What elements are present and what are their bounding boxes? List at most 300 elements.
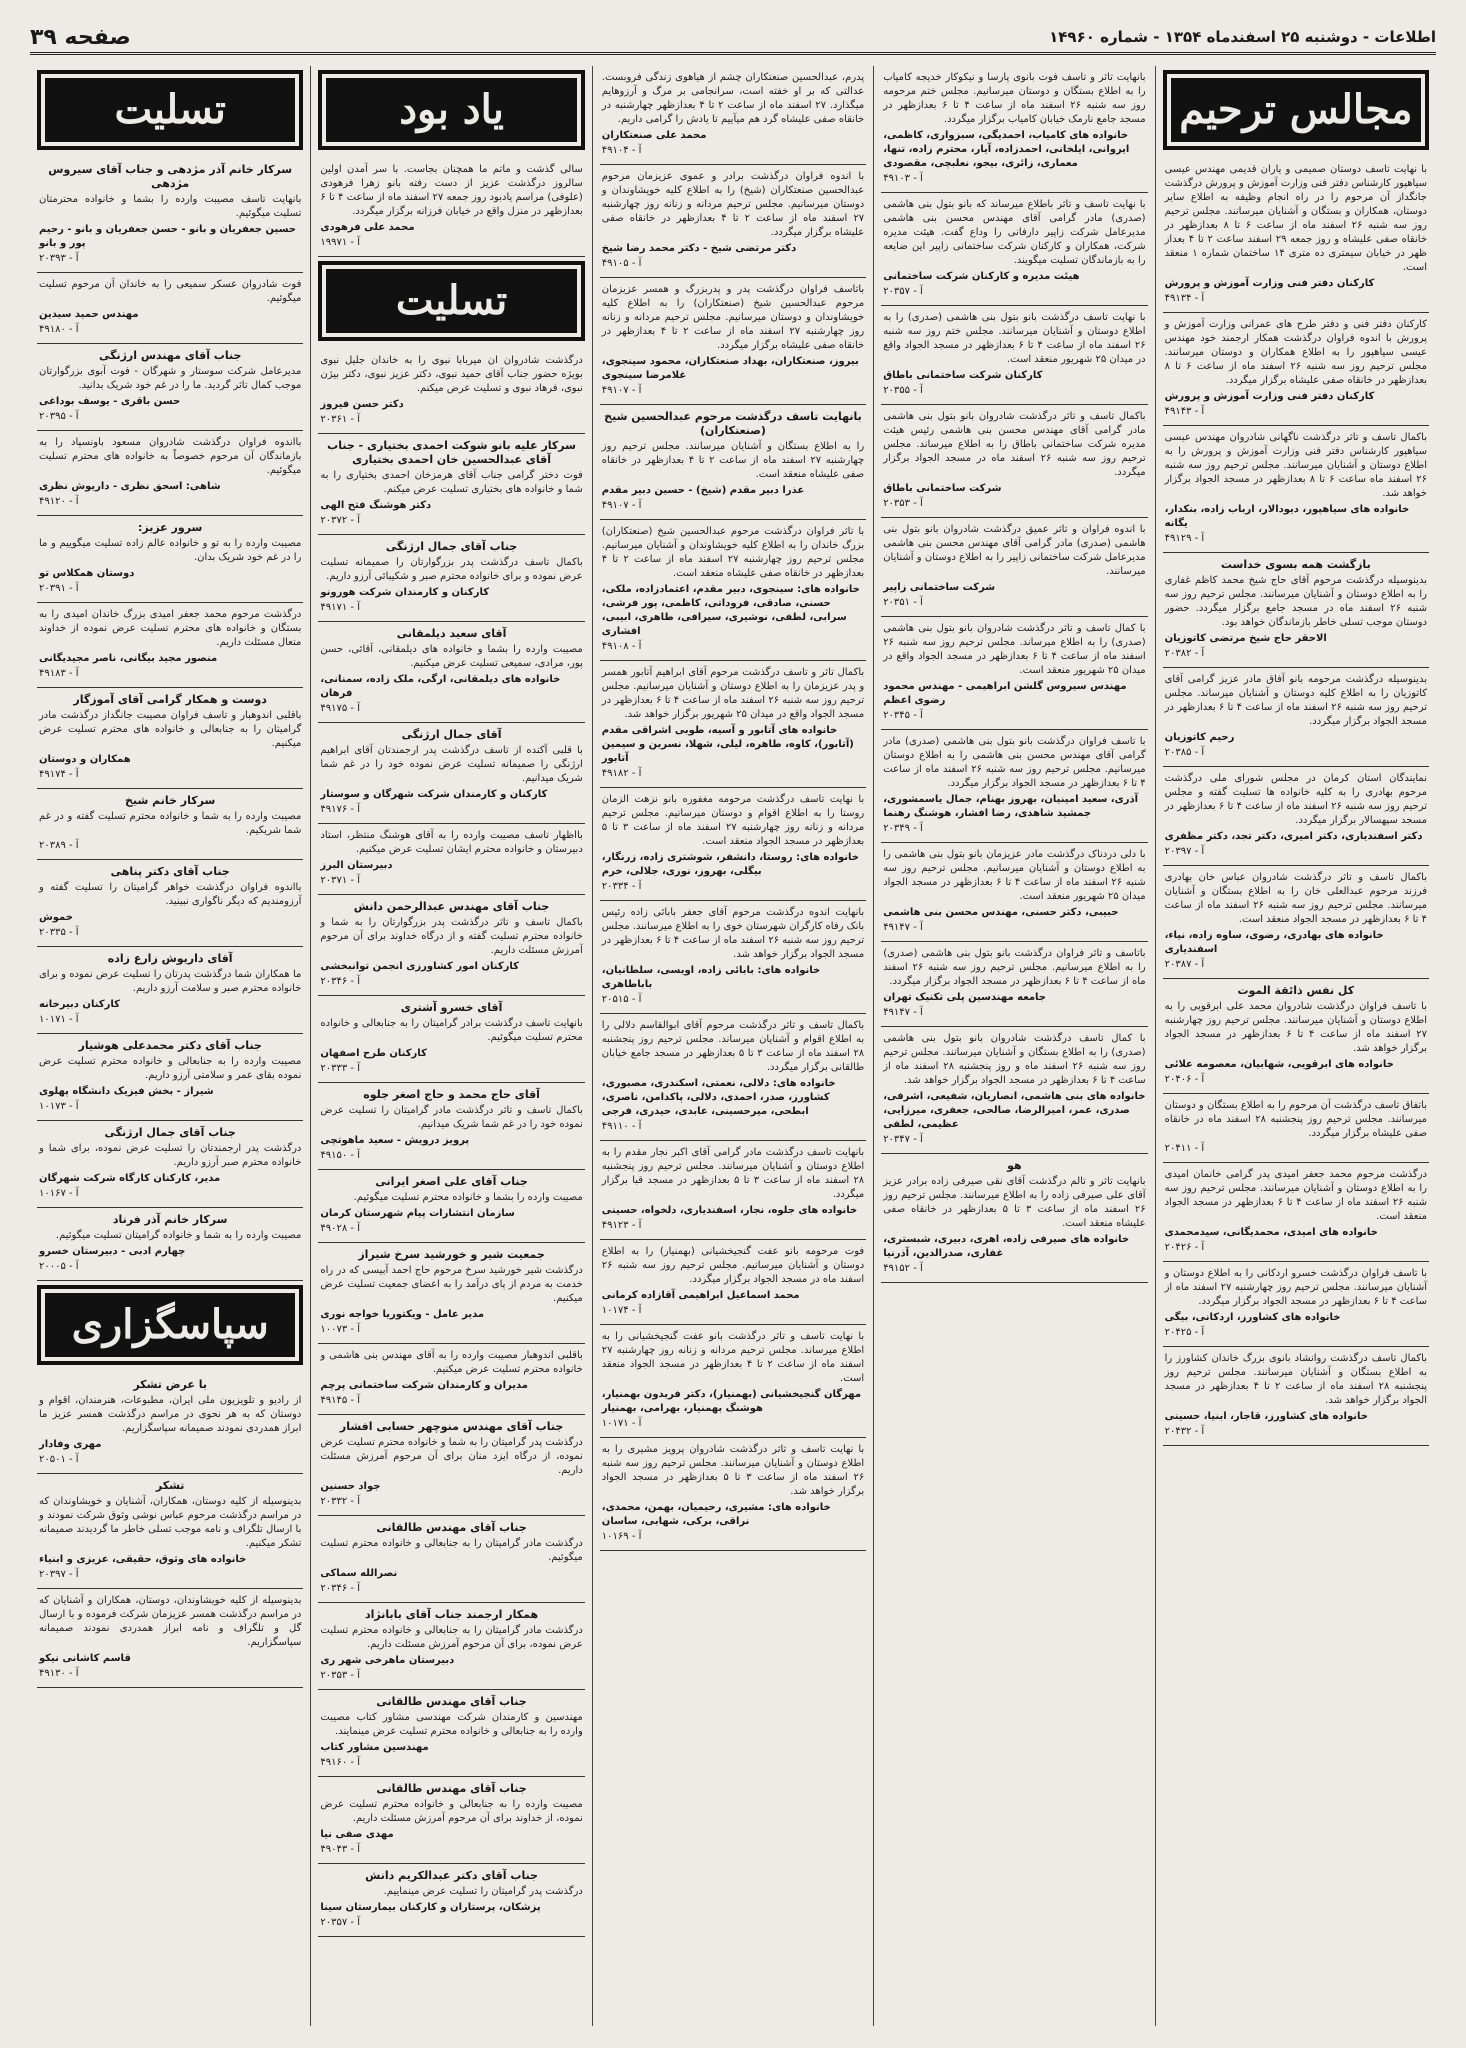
notice [881,730,1147,843]
notice-signature: مدیران و کارمندان شرکت ساختمانی پرچم [320,1380,528,1391]
section-banner-title: مجالس ترحیم [1171,78,1421,142]
notice-body: باکمال تاسف و تاثر درگذشت شادروان عباس خان بهادری فرزند مرحوم عبدالعلی خان را به اطلاع بستگان و آشنایان میرسانند. مجلس ترحیم روز سه شنبه ۲۶ اسفند ماه از ساعت ۴ تا ۶ بعدازظهر در مسجد الجواد منعقد است. [1164,872,1427,925]
notice-signature: محمد علی فرهودی [320,222,415,233]
notice [881,193,1147,306]
notice-code: ۴۹۱۰۸ - آ [601,641,642,652]
notice-code: ۴۹۱۴۷ - آ [883,922,923,933]
notice-code: ۴۹۱۲۰ - آ [38,496,79,507]
notice [1163,1347,1429,1446]
notice [318,1083,584,1170]
notice-heading: آقای حاج محمد و حاج اصغر جلوه [363,1088,540,1101]
notice-heading: هو [1007,1159,1022,1172]
notice-code: ۴۹۱۸۲ - آ [601,768,642,779]
notice [37,1034,303,1121]
notice-body: پدرم، عبدالحسین صنعتکاران چشم از هیاهوی زندگی فروبست. عدالتی که بر او خفته است، سرانجامی بر مرگ و آرزوهایم میگذارد. ۲۷ اسفند ماه از ساعت ۲ تا ۴ بعدازظهر چهارشنبه در خانقاه صفی علیشاه گرد هم میآییم تا یادش را گرامی داریم. [601,72,865,125]
notice-body: فوت شادروان عسکر سمیعی را به خاندان آن مرحوم تسلیت میگوئیم. [38,279,302,304]
notice-code: ۲۰۳۹۳ - آ [38,253,79,264]
notice-signature: مهری وفادار [38,1439,102,1450]
notice [1163,767,1429,866]
notice [600,661,866,788]
notice [318,1690,584,1777]
notice-signature: خانواده های: بابائی زاده، اویسی، سلطانیان، باباطاهری [601,965,821,990]
notice-heading: تشکر [155,1479,185,1492]
notice [37,273,303,344]
notice-code: ۱۰۱۷۳ - آ [38,1101,79,1112]
notice-body: درگذشت مادر گرامیتان را به جنابعالی و خانواده محترم تسلیت میگوئیم. [320,1538,583,1563]
notice [318,824,584,895]
notice [37,516,303,603]
notice [318,895,584,996]
notice-body: مصیبت وارده را بشما و خانواده محترم تسلیت میگوئیم. [353,1192,583,1203]
notice-signature: خانواده های: سینجوی، دبیر مقدم، اعتمادزاده، ملکی، حسنی، صادقی، فروداتی، کاظمی، پور فرشی، سرابی، لطفی، نوشیری، سیرافی، طاهری، ابیبی، افشاری [601,584,860,637]
notice-body: با تاثر فراوان درگذشت مرحوم عبدالحسین شیخ (صنعتکاران) بزرگ خاندان را به اطلاع کلیه خویشاوندان و آشنایان میرسانیم. مجلس ترحیم روز چهارشنبه ۲۷ اسفند ماه از ساعت ۲ تا ۴ بعدازظهر در خانقاه صفی علیشاه منعقد است. [601,526,865,579]
notice-code: ۲۰۳۴۶ - آ [320,1583,360,1594]
notice-code: ۲۰۳۴۷ - آ [883,1134,923,1145]
notice-body: بدینوسیله از کلیه دوستان، همکاران، آشنایان و خویشاوندان که در مراسم درگذشت مرحوم عباس نوشی وثوق شرکت نمودند و با ارسال تلگراف و نامه موجب تسلی خاطر ما گردیدند صمیمانه تشکر میکنیم. [38,1496,302,1549]
section-banner-title: تسلیت [326,269,576,333]
notice-body: مصیبت وارده را به جنابعالی و خانواده محترم تسلیت عرض نموده، از خداوند برای آن مرحوم آمرزش مسئلت داریم. [320,1799,583,1824]
notice-code: ۲۰۳۴۹ - آ [883,823,923,834]
notice-body: باقلبی اندوهبار مصیبت وارده را به آقای مهندس بنی هاشمی و خانواده محترم تسلیت عرض میکنیم. [320,1350,583,1375]
notice-signature: مهندس حمید سیدین [38,309,139,320]
notice [881,66,1147,193]
notice [881,405,1147,518]
notice-body: مصیبت وارده را به تو و خانواده عالم زاده تسلیت میگوییم و ما را در غم خود شریک بدان. [38,538,302,563]
notice [318,1864,584,1937]
notice [318,1243,584,1344]
column-3 [592,66,873,2026]
notice [600,901,866,1014]
notice-code: ۲۰۳۵۵ - آ [883,385,923,396]
notice [37,344,303,431]
notice-body: با نهایت تاسف و تاثر باطلاع میرساند که بانو بتول بنی هاشمی (صدری) مادر گرامی آقای مهندس محسن بنی هاشمی مدیرعامل شرکت زاپیر دارفانی را وداع گفت. هیئت مدیره شرکت، همکاران و کارکنان شرکت ساختمانی زاپیر این ضایعه را به بازماندگان تسلیت میگویند. [883,199,1146,266]
notice-heading: جناب آقای مهندس طالقانی [376,1782,527,1795]
notice-body: با کمال تاسف و تاثر درگذشت شادروان بانو بتول بنی هاشمی (صدری) را به اطلاع میرساند. مجلس ترحیم روز سه شنبه ۲۶ اسفند ماه از ساعت ۴ تا ۶ بعدازظهر در مسجد الجواد واقع در میدان ۲۵ شهریور منعقد است. [883,623,1146,676]
notice-signature: محمد علی صنعتکاران [601,130,707,141]
notice-heading: سرکار خانم آذر مژدهی و جناب آقای سیروس مژدهی [48,163,293,190]
notice [600,278,866,405]
notice-heading: سرکار خانم شیخ [125,794,216,807]
notice [318,434,584,535]
notice-signature: کارکنان و کارمندان شرکت شهرگان و سوستار [320,789,548,800]
notice-heading: جناب آقای مهندس ارژنگی [98,349,242,362]
notice-code: ۴۹۱۴۵ - آ [320,1395,360,1406]
notice-body: باکمال تاسف و تاثر درگذشت ناگهانی شادروان مهندس عیسی سیاهپور کارشناس دفتر فنی وزارت آموزش و پرورش را به اطلاع دوستان و آشنایان میرسانند. مجلس ترحیم روز سه شنبه ۲۶ اسفند ماه ساعت ۶ تا ۸ بعدازظهر در مسجد الجواد برگزار خواهد شد. [1164,432,1427,499]
notice-body: باتاسف و تاثر فراوان درگذشت بانو بتول بنی هاشمی (صدری) را به اطلاع میرسانیم. مجلس ترحیم روز سه شنبه ۲۶ اسفند ماه از ساعت ۴ تا ۶ بعدازظهر در مسجد الجواد برگزار میگردد. [883,948,1146,987]
notice-code: ۴۹۰۴۳ - آ [320,1844,360,1855]
notice-signature: هیئت مدیره و کارکنان شرکت ساختمانی [883,271,1080,282]
notice-body: باقلبی اندوهبار و تاسف فراوان مصیبت جانگداز درگذشت مادر گرامیتان را به جنابعالی و خانواده های محترم تسلیت عرض میکنیم. [38,710,302,749]
notice [318,723,584,824]
section-banner-title: تسلیت [45,78,295,142]
notice-code: ۴۹۱۷۵ - آ [320,703,360,714]
notice-heading: همکار ارجمند جناب آقای بابانژاد [365,1608,539,1621]
notice-signature: شاهی: اسحق نظری - داریوش نظری [38,481,221,492]
notice [600,788,866,901]
notice-body: مصیبت وارده را به شما و خانواده گرامیتان تسلیت میگوئیم. [55,1230,302,1241]
notice-code: ۲۰۳۵۳ - آ [320,1670,360,1681]
notice-body: نمایندگان استان کرمان در مجلس شورای ملی درگذشت مرحوم بهادری را به کلیه خانواده ها تسلیت گفته و مجلس ترحیم روز سه شنبه ۲۶ اسفند ماه از ساعت ۴ تا ۶ بعدازظهر در مسجد سپهسالار برگزار میگردد. [1164,773,1427,826]
notice-body: بانهایت تاسف مصیبت وارده را بشما و خانواده محترمتان تسلیت میگوئیم. [38,194,302,219]
notice-code: ۲۰۳۸۹ - آ [38,840,79,851]
notice [318,622,584,723]
notice-heading: جناب آقای جمال ارژنگی [385,540,518,553]
notice-code: ۱۰۱۷۴ - آ [601,1305,642,1316]
notice-code: ۲۰۳۳۳ - آ [320,1063,360,1074]
notice [1163,1094,1429,1163]
notice-heading: آقای سعید دیلمقانی [396,627,507,640]
notice [37,431,303,516]
notice-code: ۴۹۱۰۷ - آ [601,500,642,511]
notice-code: ۲۰۳۹۵ - آ [38,411,79,422]
notice-code: ۱۰۱۶۷ - آ [38,1188,79,1199]
notice-signature: خانواده های: مشیری، رحیمیان، بهمن، محمدی، نراقی، برکی، شهابی، ساسان [601,1502,831,1527]
notice-code: ۴۹۱۷۴ - آ [38,769,79,780]
notice [1163,1163,1429,1262]
notice [600,405,866,520]
notice [37,688,303,789]
notice [37,1474,303,1589]
notice-body: ما همکاران شما درگذشت پدرتان را تسلیت عرض نموده و برای خانواده محترم صبر و سلامت آرزو داریم. [38,969,302,994]
notice [318,1344,584,1415]
notice-body: با نهایت تاسف و تاثر درگذشت بانو عفت گنجیخشیانی را به اطلاع میرساند. مجلس ترحیم مردانه و زنانه روز چهارشنبه ۲۷ اسفند ماه از ساعت ۲ تا ۴ بعدازظهر در مسجد الجواد منعقد است. [601,1331,865,1384]
notice-signature: خانواده های ابرقویی، شهابیان، معصومه علائی [1164,1059,1394,1070]
notice-signature: آذری، سعید امینیان، بهروز بهنام، جمال یاسمشوری، جمشید شاهدی، رضا افشار، هوشنگ رهنما [883,794,1139,819]
column-1 [1155,66,1436,2026]
notice-signature: خانواده های صیرفی زاده، اهری، دبیری، شبستری، غفاری، صدرالدین، آذرنیا [883,1234,1130,1259]
notice-body: با نهایت تاسف و تاثر درگذشت شادروان پرویز مشیری را به اطلاع دوستان و آشنایان میرسانند. مجلس ترحیم روز سه شنبه ۲۶ اسفند ماه از ساعت ۳ تا ۵ بعدازظهر در مسجد الجواد برگزار خواهد شد. [601,1444,865,1497]
notice-code: ۴۹۱۴۳ - آ [1164,406,1205,417]
notice-body: با نهایت تاسف درگذشت مرحومه مغفوره بانو نزهت الزمان روستا را به اطلاع اقوام و دوستان میرسانیم. مجلس ترحیم مردانه و زنانه روز چهارشنبه ۲۷ اسفند ماه از ساعت ۳ تا ۵ بعدازظهر در مسجد الجواد منعقد است. [601,794,865,847]
notice-signature: منصور مجید بیگانی، ناصر مجیدیگانی [38,653,218,664]
notice [37,1373,303,1474]
notice-signature: دکتر حسن فیروز [320,399,404,410]
notice-code: ۴۹۱۰۳ - آ [883,173,923,184]
notice-signature: خانواده های بنی هاشمی، انصاریان، شفیعی، اشرفی، صدری، عمر، امیرالرضا، صالحی، جعفری، میرزایی، عظیمی، لطفی [883,1091,1146,1130]
notice-signature: دکتر هوشنگ فتح الهی [320,500,432,511]
notice-body: درگذشت مرحوم محمد جعفر امیدی بزرگ خاندان امیدی را به بستگان و خانواده های محترم تسلیت عرض نموده از خداوند متعال مسئلت داریم. [38,609,302,648]
notice-code: ۲۰۳۹۷ - آ [1164,846,1205,857]
notice-body: باکمال تاسف درگذشت روانشاد بانوی بزرگ خاندان کشاورز را به اطلاع بستگان و آشنایان میرسانند. مجلس ترحیم روز پنجشنبه ۲۸ اسفند ماه از ساعت ۲ تا ۴ بعدازظهر در مسجد الجواد برگزار خواهد شد. [1164,1353,1427,1406]
notice-signature: جامعه مهندسین پلی تکنیک تهران [883,992,1047,1003]
notice-code: ۲۰۳۸۷ - آ [1164,959,1205,970]
notice-signature: دکتر مرتضی شیخ - دکتر محمد رضا شیخ [601,243,797,254]
notice-body: مهندسین و کارمندان شرکت مهندسی مشاور کتاب مصیبت وارده را به جنابعالی و خانواده محترم تسلیت عرض مینمایند. [320,1712,583,1737]
notice [881,1027,1147,1154]
notice [1163,979,1429,1094]
notice-signature: خانواده های: دلالی، نعمتی، اسکندری، مصبوری، کشاورز، صدر، احمدی، دلالی، پاکدامن، ناصری، ابطحی، میرحسینی، عابدی، حیدری، فرجی [601,1078,836,1117]
notice-signature: خانواده های: روستا، دانشفر، شوشتری زاده، زرنگار، بیگلی، بهروز، نوری، جلالی، خرم [601,852,859,877]
notice-signature: خانواده های جلوه، نجار، اسفندیاری، دلخواه، حسینی [601,1205,858,1216]
notice-signature: سازمان انتشارات پیام شهرستان کرمان [320,1208,515,1219]
notice [600,520,866,661]
notice-body: بانهایت تاسف درگذشت برادر گرامیتان را به جنابعالی و خانواده محترم تسلیت میگوئیم. [320,1018,583,1043]
notice-heading: سرکار خانم آذر فرناد [112,1213,228,1226]
columns-container [30,66,1436,2026]
notice-signature: قاسم کاشانی نیکو [38,1653,131,1664]
notice-body: فوت دختر گرامی جناب آقای هرمزخان احمدی بختیاری را به شما و خانواده های بختیاری تسلیت عرض میکنم. [320,470,583,495]
notice [1163,313,1429,426]
notice-code: ۲۰۳۹۱ - آ [38,583,79,594]
notice-signature: مدیر، کارکنان کارگاه شرکت شهرگان [38,1173,221,1184]
notice-code: ۲۰۳۹۷ - آ [38,1569,79,1580]
notice-heading: آقای جمال ارژنگی [401,728,502,741]
notice-code: ۲۰۳۷۲ - آ [320,515,360,526]
notice-code: ۲۰۳۵۷ - آ [320,1917,360,1928]
notice-body: مدیرعامل شرکت سوستار و شهرگان - فوت آبوی بزرگوارتان موجب کمال تاثر گردید. ما را در غم خود شریک بدانید. [38,366,302,391]
notice-signature: الاحقر حاج شیخ مرتضی کاتوزیان [1164,633,1327,644]
notice-code: ۴۹۱۶۰ - آ [320,1757,360,1768]
notice-body: بااظهار تاسف مصیبت وارده را به آقای هوشنگ منتظر، استاد دبیرستان و خانواده محترم ایشان تسلیت عرض میکنیم. [320,830,583,855]
notice-code: ۲۰۳۵۳ - آ [883,498,923,509]
notice-code: ۱۰۱۶۹ - آ [601,1531,642,1542]
notice-signature: کارکنان امور کشاورزی انجمن توانبخشی [320,961,519,972]
notice-body: بانهایت اندوه درگذشت مرحوم آقای جعفر بابائی زاده رئیس بانک رفاه کارگران شهرستان خوی را به اطلاع میرسانند. مجلس ترحیم روز سه شنبه ۲۶ اسفند ماه از ساعت ۴ تا ۶ بعدازظهر در مسجد الجواد برگزار خواهد شد. [601,907,865,960]
masthead [30,22,1436,55]
page-number: صفحه ۳۹ [30,24,131,50]
notice-body: مصیبت وارده را بشما و خانواده های دیلمقانی، آقائی، حسن پور، مرادی، سمیعی تسلیت عرض میکنیم. [320,644,583,669]
notice [881,518,1147,617]
notice [600,1325,866,1438]
notice-heading: جناب آقای مهندس منوچهر حسابی افشار [339,1420,564,1433]
notice-body: بدینوسیله درگذشت مرحوم آقای حاج شیخ محمد کاظم غفاری را به اطلاع دوستان و آشنایان میرسانند. مجلس ترحیم روز سه شنبه ۲۶ اسفند ماه در مسجد جامع برگزار میگردد. حضور دوستان موجب تسلی خاطر بازماندگان خواهد بود. [1164,575,1427,628]
notice-signature: خانواده های وثوق، حقیقی، عزیزی و ابنیاء [38,1554,247,1565]
notice [1163,553,1429,668]
notice-heading: دوست و همکار گرامی آقای آموزگار [73,693,267,706]
notice [318,1170,584,1243]
column-5 [30,66,310,2026]
notice-code: ۲۰۳۶۱ - آ [320,414,360,425]
notice-body: بانهایت تاثر و تاسف فوت بانوی پارسا و نیکوکار خدیجه کامیاب را به اطلاع بستگان و دوستان میرسانیم. مجلس ختم مرحومه روز سه شنبه ۲۶ اسفند ماه از ساعت ۴ تا ۶ بعدازظهر در مسجد جامع نارمک خیابان کامیاب برگزار میگردد. [883,72,1146,125]
notice-body: باکمال تاسف درگذشت پدر بزرگوارتان را صمیمانه تسلیت عرض نموده و برای خانواده محترم صبر و شکیبائی آرزو داریم. [320,557,583,582]
notice-signature: کارکنان طرح اصفهان [320,1048,427,1059]
notice-body: باتاسف فراوان درگذشت پدر و پدربزرگ و همسر عزیزمان مرحوم عبدالحسین شیخ (صنعتکاران) را به اطلاع کلیه خویشاوندان و دوستان میرسانیم. مجلس ترحیم مردانه و زنانه روز چهارشنبه ۲۷ اسفند ماه از ساعت ۲ تا ۴ بعدازظهر در خانقاه صفی علیشاه برگزار میگردد. [601,284,865,351]
notice-body: با تاسف فراوان درگذشت خسرو اردکانی را به اطلاع دوستان و آشنایان میرسانند. مجلس ترحیم روز چهارشنبه ۲۷ اسفند ماه از ساعت ۴ تا ۶ بعدازظهر در مسجد الجواد برگزار میگردد. [1164,1268,1427,1307]
notice-body: بدینوسیله از کلیه خویشاوندان، دوستان، همکاران و آشنایان که در مراسم درگذشت همسر عزیزمان شرکت فرموده و با ارسال گل و تلگراف و نامه ابراز همدردی نمودند صمیمانه سپاسگزاریم. [38,1595,302,1648]
notice-heading: جمعیت شیر و خورشید سرخ شیراز [358,1248,545,1261]
notice-body: با تاسف فراوان درگذشت شادروان محمد علی ابرقویی را به اطلاع دوستان و آشنایان میرسانند. مجلس ترحیم روز چهارشنبه ۲۷ اسفند ماه از ساعت ۴ تا ۶ بعدازظهر در مسجد الجواد برگزار خواهد شد. [1164,1001,1428,1054]
notice [318,1603,584,1690]
notice-code: ۲۰۳۳۴ - آ [601,881,642,892]
notice [37,1121,303,1208]
notice-signature: حسین جعفریان و بانو - حسن جعفریان و بانو - رحیم پور و بانو [38,224,296,249]
notice-signature: پزشکان، پرستاران و کارکنان بیمارستان سینا [320,1902,541,1913]
notice-code: ۱۹۹۷۱ - آ [320,237,360,248]
notice-code: ۴۹۱۵۰ - آ [320,1150,360,1161]
notice [318,1415,584,1516]
notice-signature: مهدی صفی نیا [320,1829,394,1840]
notice-code: ۱۰۰۷۳ - آ [320,1324,360,1335]
section-banner [37,1285,303,1365]
notice-heading: جناب آقای علی اصغر ایرانی [375,1175,528,1188]
notice-signature: خموش [38,912,73,923]
notice [600,1240,866,1325]
notice-body: درگذشت مادر گرامیتان را به جنابعالی و خانواده محترم تسلیت عرض نموده، برای آن مرحوم آمرزش مسئلت داریم. [320,1625,583,1650]
notice [600,1438,866,1551]
notice-heading: جناب آقای دکتر پناهی [110,865,230,878]
notice-signature: خانواده های امیدی، محمدیگانی، سیدمحمدی [1164,1227,1378,1238]
notice [1163,158,1429,313]
notice-signature: کارکنان دبیرخانه [38,999,120,1010]
notice-body: بانهایت تاسف درگذشت مادر گرامی آقای اکبر نجار مقدم را به اطلاع دوستان و آشنایان میرسانند. مجلس ترحیم روز پنجشنبه ۲۸ اسفند ماه از ساعت ۳ تا ۵ بعدازظهر در مسجد قبا برگزار میگردد. [601,1147,865,1200]
notice-code: ۴۹۱۳۴ - آ [1164,293,1205,304]
notice [1163,426,1429,553]
notice-signature: دوستان همکلاس تو [38,568,135,579]
notice-code: ۲۰۳۵۱ - آ [883,597,923,608]
notice-signature: دبیرستان ماهرخی شهر ری [320,1655,455,1666]
notice-heading: جناب آقای مهندس طالقانی [376,1521,527,1534]
notice-signature: خانواده های بهادری، رضوی، ساوه زاده، نیاء، اسفندیاری [1164,930,1384,955]
notice-code: ۲۰۳۵۷ - آ [883,286,923,297]
notice-body: باکمال تاسف و تاثر درگذشت پدر بزرگوارتان را به شما و خانواده محترم تسلیت گفته و از درگاه خداوند برای آن مرحوم آمرزش مسئلت داریم. [320,917,583,956]
notice-heading: جناب آقای جمال ارژنگی [104,1126,236,1139]
column-2 [873,66,1154,2026]
notice-signature: رحیم کاتوزیان [1164,732,1235,743]
notice-code: ۴۹۱۲۳ - آ [601,1220,642,1231]
notice [1163,668,1429,767]
column-4 [310,66,591,2026]
notice-code: ۴۹۱۷۶ - آ [320,804,360,815]
notice-body: سالی گذشت و ماتم ما همچنان بجاست. با سر آمدن اولین سالروز درگذشت عزیز از دست رفته بانو زهرا فرهودی (علوفی) مراسم یادبود روز جمعه ۲۷ اسفند ماه از ساعت ۴ تا ۶ بعدازظهر در منزل واقع در خیابان فرزانه برگزار میگردد. [320,164,583,217]
notice-code: ۱۰۱۷۱ - آ [601,1418,642,1429]
notice-code: ۴۹۱۳۰ - آ [38,1668,79,1679]
notice-signature: شرکت ساختمانی زاپیر [883,582,996,593]
notice [600,66,866,165]
notice [318,1516,584,1603]
section-banner-title: سپاسگزاری [45,1293,295,1357]
notice-body: کارکنان دفتر فنی و دفتر طرح های عمرانی وزارت آموزش و پرورش با اندوه فراوان درگذشت همکار ارجمند خود مهندس عیسی سیاهپور را به اطلاع همکاران و دوستان میرسانند. مجلس ترحیم روز سه شنبه ۲۶ اسفند ماه از ساعت ۶ تا ۸ بعدازظهر در خانقاه صفی علیشاه برگزار میگردد. [1164,319,1427,386]
notice-body: باکمال تاسف و تاثر درگذشت مادر گرامیتان را تسلیت عرض نموده خود را در غم شما شریک میدانیم. [320,1105,583,1130]
notice-signature: خانواده های سیاهپور، دیودالار، ارباب زاده، بنکدار، یگانه [1164,504,1410,529]
notice-body: باکمال تاسف و تاثر درگذشت شادروان بانو بتول بنی هاشمی مادر گرامی آقای مهندس محسن بنی هاشمی رئیس هیئت مدیره شرکت ساختمانی باطاق را به اطلاع میرساند. مجلس ترحیم روز سه شنبه ۲۶ اسفند ماه در مسجد الجواد برگزار میگردد. [883,411,1146,478]
notice-heading: جناب آقای مهندس طالقانی [376,1695,527,1708]
notice-heading: سرور عزیز: [137,521,203,534]
notice-body: درگذشت شیر خورشید سرخ مرحوم حاج احمد آبیسی که در راه خدمت به مردم از پای درآمد را به اعضای جمعیت تسلیت عرض میکنیم. [320,1265,583,1304]
notice [881,617,1147,730]
notice-heading: با عرض تشکر [133,1378,207,1391]
notice [37,1208,303,1281]
notice [37,158,303,273]
notice [37,1589,303,1688]
notice-code: ۲۰۳۴۶ - آ [320,976,360,987]
notice-code: ۲۰۴۲۶ - آ [1164,1242,1205,1253]
notice-code: ۱۰۱۷۱ - آ [38,1014,79,1025]
notice-signature: عذرا دبیر مقدم (شیخ) - حسین دبیر مقدم [601,485,805,496]
notice [318,158,584,257]
notice [881,306,1147,405]
notice [37,789,303,860]
notice-heading: جناب آقای دکتر محمدعلی هوشیار [78,1039,262,1052]
notice-code: ۴۹۰۲۸ - آ [320,1223,360,1234]
notice-code: ۲۰۳۳۵ - آ [38,927,79,938]
notice-code: ۴۹۱۵۲ - آ [883,1263,923,1274]
notice-signature: دکتر اسفندیاری، دکتر امیری، دکتر تجد، دکتر مظفری [1164,831,1423,842]
notice-code: ۲۰۵۰۱ - آ [38,1454,79,1465]
notice-signature: حبیبی، دکتر حسنی، مهندس محسن بنی هاشمی [883,907,1119,918]
notice-signature: چهارم ادبی - دبیرستان خسرو [38,1246,186,1257]
notice-signature: محمد اسماعیل ابراهیمی آقازاده کرمانی [601,1290,800,1301]
notice-body: را به اطلاع بستگان و آشنایان میرسانند. مجلس ترحیم روز چهارشنبه ۲۷ اسفند ماه از ساعت ۲ تا ۴ بعدازظهر در خانقاه صفی علیشاه منعقد است. [601,441,865,480]
notice-body: درگذشت پدر گرامیتان را تسلیت عرض مینماییم. [383,1886,583,1897]
section-banner-title: یاد بود [326,78,576,142]
notice-code: ۴۹۱۲۹ - آ [1164,533,1205,544]
notice-code: ۴۹۱۰۴ - آ [601,145,642,156]
notice-body: با نهایت تاسف درگذشت بانو بتول بنی هاشمی (صدری) را به اطلاع دوستان و آشنایان میرسانند. مجلس ختم روز سه شنبه ۲۶ اسفند ماه از ساعت ۴ تا ۶ بعدازظهر در مسجد الجواد واقع در میدان ۲۵ شهریور منعقد است. [883,312,1146,365]
notice [37,860,303,947]
notice [37,947,303,1034]
notice-code: ۴۹۱۸۳ - آ [38,668,79,679]
notice-code: ۲۰۳۳۲ - آ [320,1496,360,1507]
notice-body: با نهایت تاسف دوستان صمیمی و یاران قدیمی مهندس عیسی سیاهپور کارشناس دفتر فنی وزارت آموزش و پرورش درگذشت جانگداز آن مرحوم را در راه انجام وظیفه به اطلاع سایر دوستان، همکاران و بستگان و آشنایان میرسانند. مجلس ترحیم روز سه شنبه ۲۶ اسفند ماه از ساعت ۶ تا ۸ بعدازظهر در خانقاه صفی علیشاه و روز جمعه ۲۹ اسفند ساعت ۲ تا ۴ بعداز ظهر در خیابان سیمتری ده متری ۱۴ ساختمان شماره ۱ منعقد است. [1164,164,1428,273]
notice-code: ۴۹۱۴۷ - آ [883,1007,923,1018]
notice-code: ۲۰۳۴۵ - آ [883,710,923,721]
notice-signature: خانواده های آتابور و آسیه، طوبی اشراقی مقدم (آتابور)، کاوه، طاهره، لیلی، شهلا، نسرین و سیمین آتابور [601,725,854,764]
notice-body: مصیبت وارده را به شما و خانواده محترم تسلیت گفته و در غم شما شریکیم. [38,811,302,836]
notice-body: با کمال تاسف درگذشت شادروان بانو بتول بنی هاشمی (صدری) را به اطلاع بستگان و آشنایان میرسانند. مجلس ترحیم روز سه شنبه ۲۶ اسفند ماه و روز پنجشنبه ۲۸ اسفند ماه از ساعت ۴ تا ۶ بعدازظهر در مسجد الجواد برگزار خواهد شد. [883,1033,1146,1086]
publication-line: اطلاعات - دوشنبه ۲۵ اسفندماه ۱۳۵۴ - شماره ۱۴۹۶۰ [1049,28,1436,46]
notice-signature: مهرگان گنجیخشیانی (بهمنیار)، دکتر فریدون بهمنیار، هوشنگ بهمنیار، بهرامی، بهمنیار [601,1389,862,1414]
notice-code: ۲۰۴۳۲ - آ [1164,1426,1205,1437]
notice-body: با اندوه فراوان درگذشت برادر و عموی عزیزمان مرحوم عبدالحسین صنعتکاران (شیخ) را به اطلاع کلیه خویشاوندان و دوستان میرسانیم. مجلس ترحیم مردانه و زنانه روز چهارشنبه ۲۷ اسفند ماه از ساعت ۲ تا ۴ بعدازظهر در خانقاه صفی علیشاه برگزار میگردد. [601,171,865,238]
notice-heading: آقای خسرو آشتری [400,1001,503,1014]
notice-body: بااندوه فراوان درگذشت خواهر گرامیتان را تسلیت گفته و آرزومندیم که دیگر ناگواری نبینید. [38,882,302,907]
notice [881,1154,1147,1283]
notice-signature: همکاران و دوستان [38,754,131,765]
notice-code: ۴۹۱۷۱ - آ [320,602,360,613]
notice-signature: پرویز درویش - سعید ماهوتچی [320,1135,470,1146]
notice-body: فوت مرحومه بانو عفت گنجیخشیانی (بهمنیار) را به اطلاع دوستان و آشنایان میرسانیم. مجلس ترحیم روز سه شنبه ۲۶ اسفند ماه در مسجد الجواد برگزار میگردد. [601,1246,865,1285]
notice-heading: جناب آقای دکتر عبدالکریم دانش [365,1869,538,1882]
notice-signature: نصرالله سماکی [320,1568,398,1579]
notice-signature: جواد حسنین [320,1481,381,1492]
notice-signature: شرکت ساختمانی باطاق [883,483,1002,494]
notice [318,349,584,434]
section-banner [318,261,584,341]
notice [318,996,584,1083]
notice-body: باکمال تاثر و تاسف درگذشت مرحوم آقای ابراهیم آتابور همسر و پدر عزیزمان را به اطلاع دوستان و آشنایان میرسانیم. مجلس ترحیم روز سه شنبه ۲۶ اسفند ماه از ساعت ۴ تا ۶ بعدازظهر در مسجد الجواد واقع در میدان ۲۵ شهریور برگزار خواهد شد. [601,667,865,720]
notice-body: از رادیو و تلویزیون ملی ایران، مطبوعات، هنرمندان، اقوام و دوستان که به هر نحوی در مراسم درگذشت همسر عزیز ما ابراز همدردی نمودند صمیمانه سپاسگزاریم. [38,1395,302,1434]
notice-signature: کارکنان شرکت ساختمانی باطاق [883,370,1043,381]
notice-body: بانهایت تاثر و تالم درگذشت آقای نقی صیرفی زاده برادر عزیز آقای علی صیرفی زاده را به اطلاع میرسانند. مجلس ترحیم روز ۲۶ اسفند ماه از ساعت ۳ تا ۵ بعدازظهر در خانقاه صفی علیشاه منعقد است. [883,1176,1146,1229]
notice-body: مصیبت وارده را به جنابعالی و خانواده محترم تسلیت عرض نموده بقای عمر و سلامتی آرزو داریم. [38,1056,302,1081]
notice [37,603,303,688]
notice-signature: مهندسین مشاور کتاب [320,1742,429,1753]
notice-body: درگذشت پدر ارجمندتان را تسلیت عرض نموده، برای شما و خانواده محترم صبر آرزو داریم. [38,1143,302,1168]
notice-body: درگذشت شادروان ان میربابا نبوی را به خاندان جلیل نبوی بویژه حضور جناب آقای حمید نبوی، دکتر عزیز نبوی، دکتر بیژن نبوی، فرهاد نبوی و تسلیت عرض میکنم. [320,355,583,394]
notice-code: ۲۰۴۱۱ - آ [1164,1143,1205,1154]
notice-code: ۲۰۵۱۵ - آ [601,994,642,1005]
notice-signature: مهندس سیروس گلشن ابراهیمی - مهندس محمود رضوی اعظم [883,681,1127,706]
notice-heading: سرکار علیه بانو شوکت احمدی بختیاری - جناب آقای عبدالحسین خان احمدی بختیاری [327,439,576,466]
notice-signature: حسن باقری - یوسف بوداغی [38,396,181,407]
notice-signature: خانواده های کشاورز، اردکانی، بیگی [1164,1312,1341,1323]
notice-heading: بازگشت همه بسوی خداست [1220,558,1371,571]
notice-body: بااندوه فراوان درگذشت شادروان مسعود باونسپاد را به بازماندگان آن مرحوم خصوصاً به خانواده های محترم تسلیت میگوئیم. [38,437,302,476]
notice-heading: آقای داریوش زارع زاده [107,952,233,965]
notice [318,1777,584,1864]
notice [600,1141,866,1240]
notice-body: با قلبی آکنده از تاسف درگذشت پدر ارجمندتان آقای ابراهیم ارژنگی را صمیمانه تسلیت عرض نموده خود را در غم شما شریک میدانیم. [320,745,583,784]
section-banner [37,70,303,150]
notice-body: درگذشت مرحوم محمد جعفر امیدی پدر گرامی خانمان امیدی را به اطلاع دوستان و آشنایان میرسانند. مجلس ترحیم روز سه شنبه ۲۶ اسفند ماه از ساعت ۴ تا ۶ بعدازظهر در مسجد الجواد منعقد است. [1164,1169,1427,1222]
notice-code: ۲۰۰۰۵ - آ [38,1261,79,1272]
notice-body: با اندوه فراوان و تاثر عمیق درگذشت شادروان بانو بتول بنی هاشمی (صدری) مادر گرامی آقای مهندس محسن بنی هاشمی مدیرعامل شرکت ساختمانی زاپیر را به اطلاع دوستان و آشنایان میرسانند. [883,524,1146,577]
notice [600,165,866,278]
notice-signature: خانواده های دیلمقانی، ارگی، ملک زاده، سمنانی، فرهان [320,674,561,699]
notice-body: درگذشت پدر گرامیتان را به شما و خانواده محترم تسلیت عرض نموده، از درگاه ایزد منان برای آن مرحوم آمرزش مسئلت داریم. [320,1437,583,1476]
notice-body: باتفاق تاسف درگذشت آن مرحوم را به اطلاع بستگان و دوستان میرسانند. مجلس ترحیم روز پنجشنبه ۲۸ اسفند ماه در خانقاه صفی علیشاه برگزار میگردد. [1164,1100,1427,1139]
notice-code: ۴۹۱۱۰ - آ [601,1121,642,1132]
